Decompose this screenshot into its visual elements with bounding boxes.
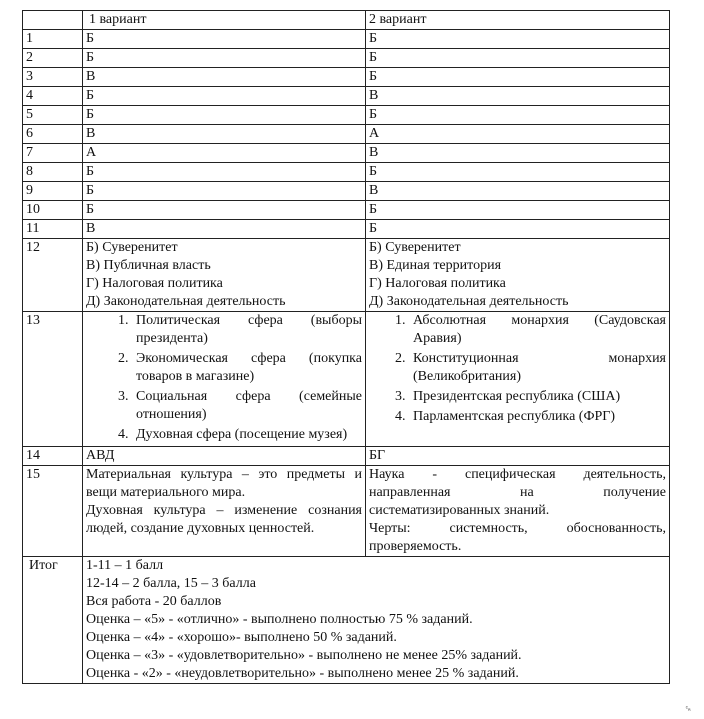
answer-variant-1: Б <box>83 49 366 68</box>
answer-variant-1: В <box>83 125 366 144</box>
table-row <box>23 163 670 182</box>
row-number: 14 <box>23 447 83 466</box>
row-number: 11 <box>23 220 83 239</box>
answer-variant-1: АВД <box>83 447 366 466</box>
answer-variant-1 <box>83 312 366 447</box>
table-row <box>23 106 670 125</box>
row-number: 9 <box>23 182 83 201</box>
header-num-cell <box>23 11 83 30</box>
grading-line: 1-11 – 1 балл <box>86 558 164 573</box>
answer-variant-2 <box>366 239 670 312</box>
numbered-list <box>369 312 666 426</box>
table-row <box>23 30 670 49</box>
answer-variant-2: В <box>366 87 670 106</box>
answer-variant-2: Б <box>366 30 670 49</box>
answer-variant-1: А <box>83 144 366 163</box>
row-number: 3 <box>23 68 83 87</box>
answer-variant-2: Б <box>366 201 670 220</box>
table-row <box>23 49 670 68</box>
definition-paragraph: Черты: системность, обоснованность, проверяемость. <box>369 521 666 554</box>
table-row <box>23 144 670 163</box>
definition-paragraph: Духовная культура – изменение сознания людей, создание духовных ценностей. <box>86 503 362 536</box>
numbered-list <box>86 312 362 444</box>
row-number: 2 <box>23 49 83 68</box>
answer-variant-1: Б <box>83 163 366 182</box>
answer-variant-2: А <box>366 125 670 144</box>
grading-line: Вся работа - 20 баллов <box>86 594 222 609</box>
table-row <box>23 220 670 239</box>
row-number: 1 <box>23 30 83 49</box>
list-item: 2. Экономическая сфера (покупка товаров в магазине) <box>132 350 362 386</box>
answer-variant-2 <box>366 312 670 447</box>
list-item: 1. Политическая сфера (выборы президента) <box>132 312 362 348</box>
answer-variant-2: В <box>366 182 670 201</box>
row-13 <box>23 312 670 447</box>
answer-key-table <box>22 10 670 684</box>
paragraph-mark: ␍ <box>684 704 692 715</box>
row-12 <box>23 239 670 312</box>
answer-line: Г) Налоговая политика <box>369 276 506 291</box>
table-row <box>23 201 670 220</box>
grading-line: Оценка – «4» - «хорошо»- выполнено 50 % заданий. <box>86 630 397 645</box>
row-14 <box>23 447 670 466</box>
row-15 <box>23 466 670 557</box>
summary-row <box>23 557 670 684</box>
list-item: 4. Духовная сфера (посещение музея) <box>132 426 362 444</box>
answer-variant-1 <box>83 239 366 312</box>
row-number: 12 <box>23 239 83 312</box>
table-row <box>23 87 670 106</box>
answer-variant-1: В <box>83 220 366 239</box>
answer-variant-2: В <box>366 144 670 163</box>
answer-line: Б) Суверенитет <box>369 240 461 255</box>
table-row <box>23 125 670 144</box>
answer-line: В) Публичная власть <box>86 258 211 273</box>
row-number: 10 <box>23 201 83 220</box>
grading-line: Оценка - «2» - «неудовлетворительно» - выполнено менее 25 % заданий. <box>86 666 519 681</box>
list-item: 1. Абсолютная монархия (Саудовская Аравия) <box>409 312 666 348</box>
answer-line: В) Единая территория <box>369 258 502 273</box>
row-number: 13 <box>23 312 83 447</box>
list-item: 4. Парламентская республика (ФРГ) <box>409 408 666 426</box>
answer-variant-1: В <box>83 68 366 87</box>
answer-variant-1: Б <box>83 106 366 125</box>
list-item: 3. Президентская республика (США) <box>409 388 666 406</box>
grading-line: 12-14 – 2 балла, 15 – 3 балла <box>86 576 256 591</box>
header-variant-1: 1 вариант <box>83 11 366 30</box>
answer-line: Б) Суверенитет <box>86 240 178 255</box>
row-number: 6 <box>23 125 83 144</box>
definition-paragraph: Наука - специфическая деятельность, направленная на получение систематизированных знаний. <box>369 467 666 518</box>
header-variant-2: 2 вариант <box>366 11 670 30</box>
answer-variant-2: Б <box>366 220 670 239</box>
answer-variant-1: Б <box>83 30 366 49</box>
answer-variant-2: Б <box>366 106 670 125</box>
answer-variant-1: Б <box>83 182 366 201</box>
list-item: 2. Конституционная монархия (Великобритания) <box>409 350 666 386</box>
row-number: 7 <box>23 144 83 163</box>
answer-variant-2: БГ <box>366 447 670 466</box>
answer-variant-2: Б <box>366 68 670 87</box>
answer-variant-1 <box>83 466 366 557</box>
grading-line: Оценка – «3» - «удовлетворительно» - выполнено не менее 25% заданий. <box>86 648 522 663</box>
grading-line: Оценка – «5» - «отлично» - выполнено полностью 75 % заданий. <box>86 612 473 627</box>
answer-line: Д) Законодательная деятельность <box>369 294 569 309</box>
table-row <box>23 182 670 201</box>
answer-line: Д) Законодательная деятельность <box>86 294 286 309</box>
answer-variant-1: Б <box>83 87 366 106</box>
definition-paragraph: Материальная культура – это предметы и вещи материального мира. <box>86 467 362 500</box>
grading-criteria <box>83 557 670 684</box>
summary-label: Итог <box>23 557 83 684</box>
answer-line: Г) Налоговая политика <box>86 276 223 291</box>
answer-variant-1: Б <box>83 201 366 220</box>
row-number: 4 <box>23 87 83 106</box>
answer-variant-2 <box>366 466 670 557</box>
row-number: 5 <box>23 106 83 125</box>
answer-variant-2: Б <box>366 49 670 68</box>
answer-variant-2: Б <box>366 163 670 182</box>
list-item: 3. Социальная сфера (семейные отношения) <box>132 388 362 424</box>
row-number: 15 <box>23 466 83 557</box>
table-row <box>23 68 670 87</box>
header-row <box>23 11 670 30</box>
row-number: 8 <box>23 163 83 182</box>
